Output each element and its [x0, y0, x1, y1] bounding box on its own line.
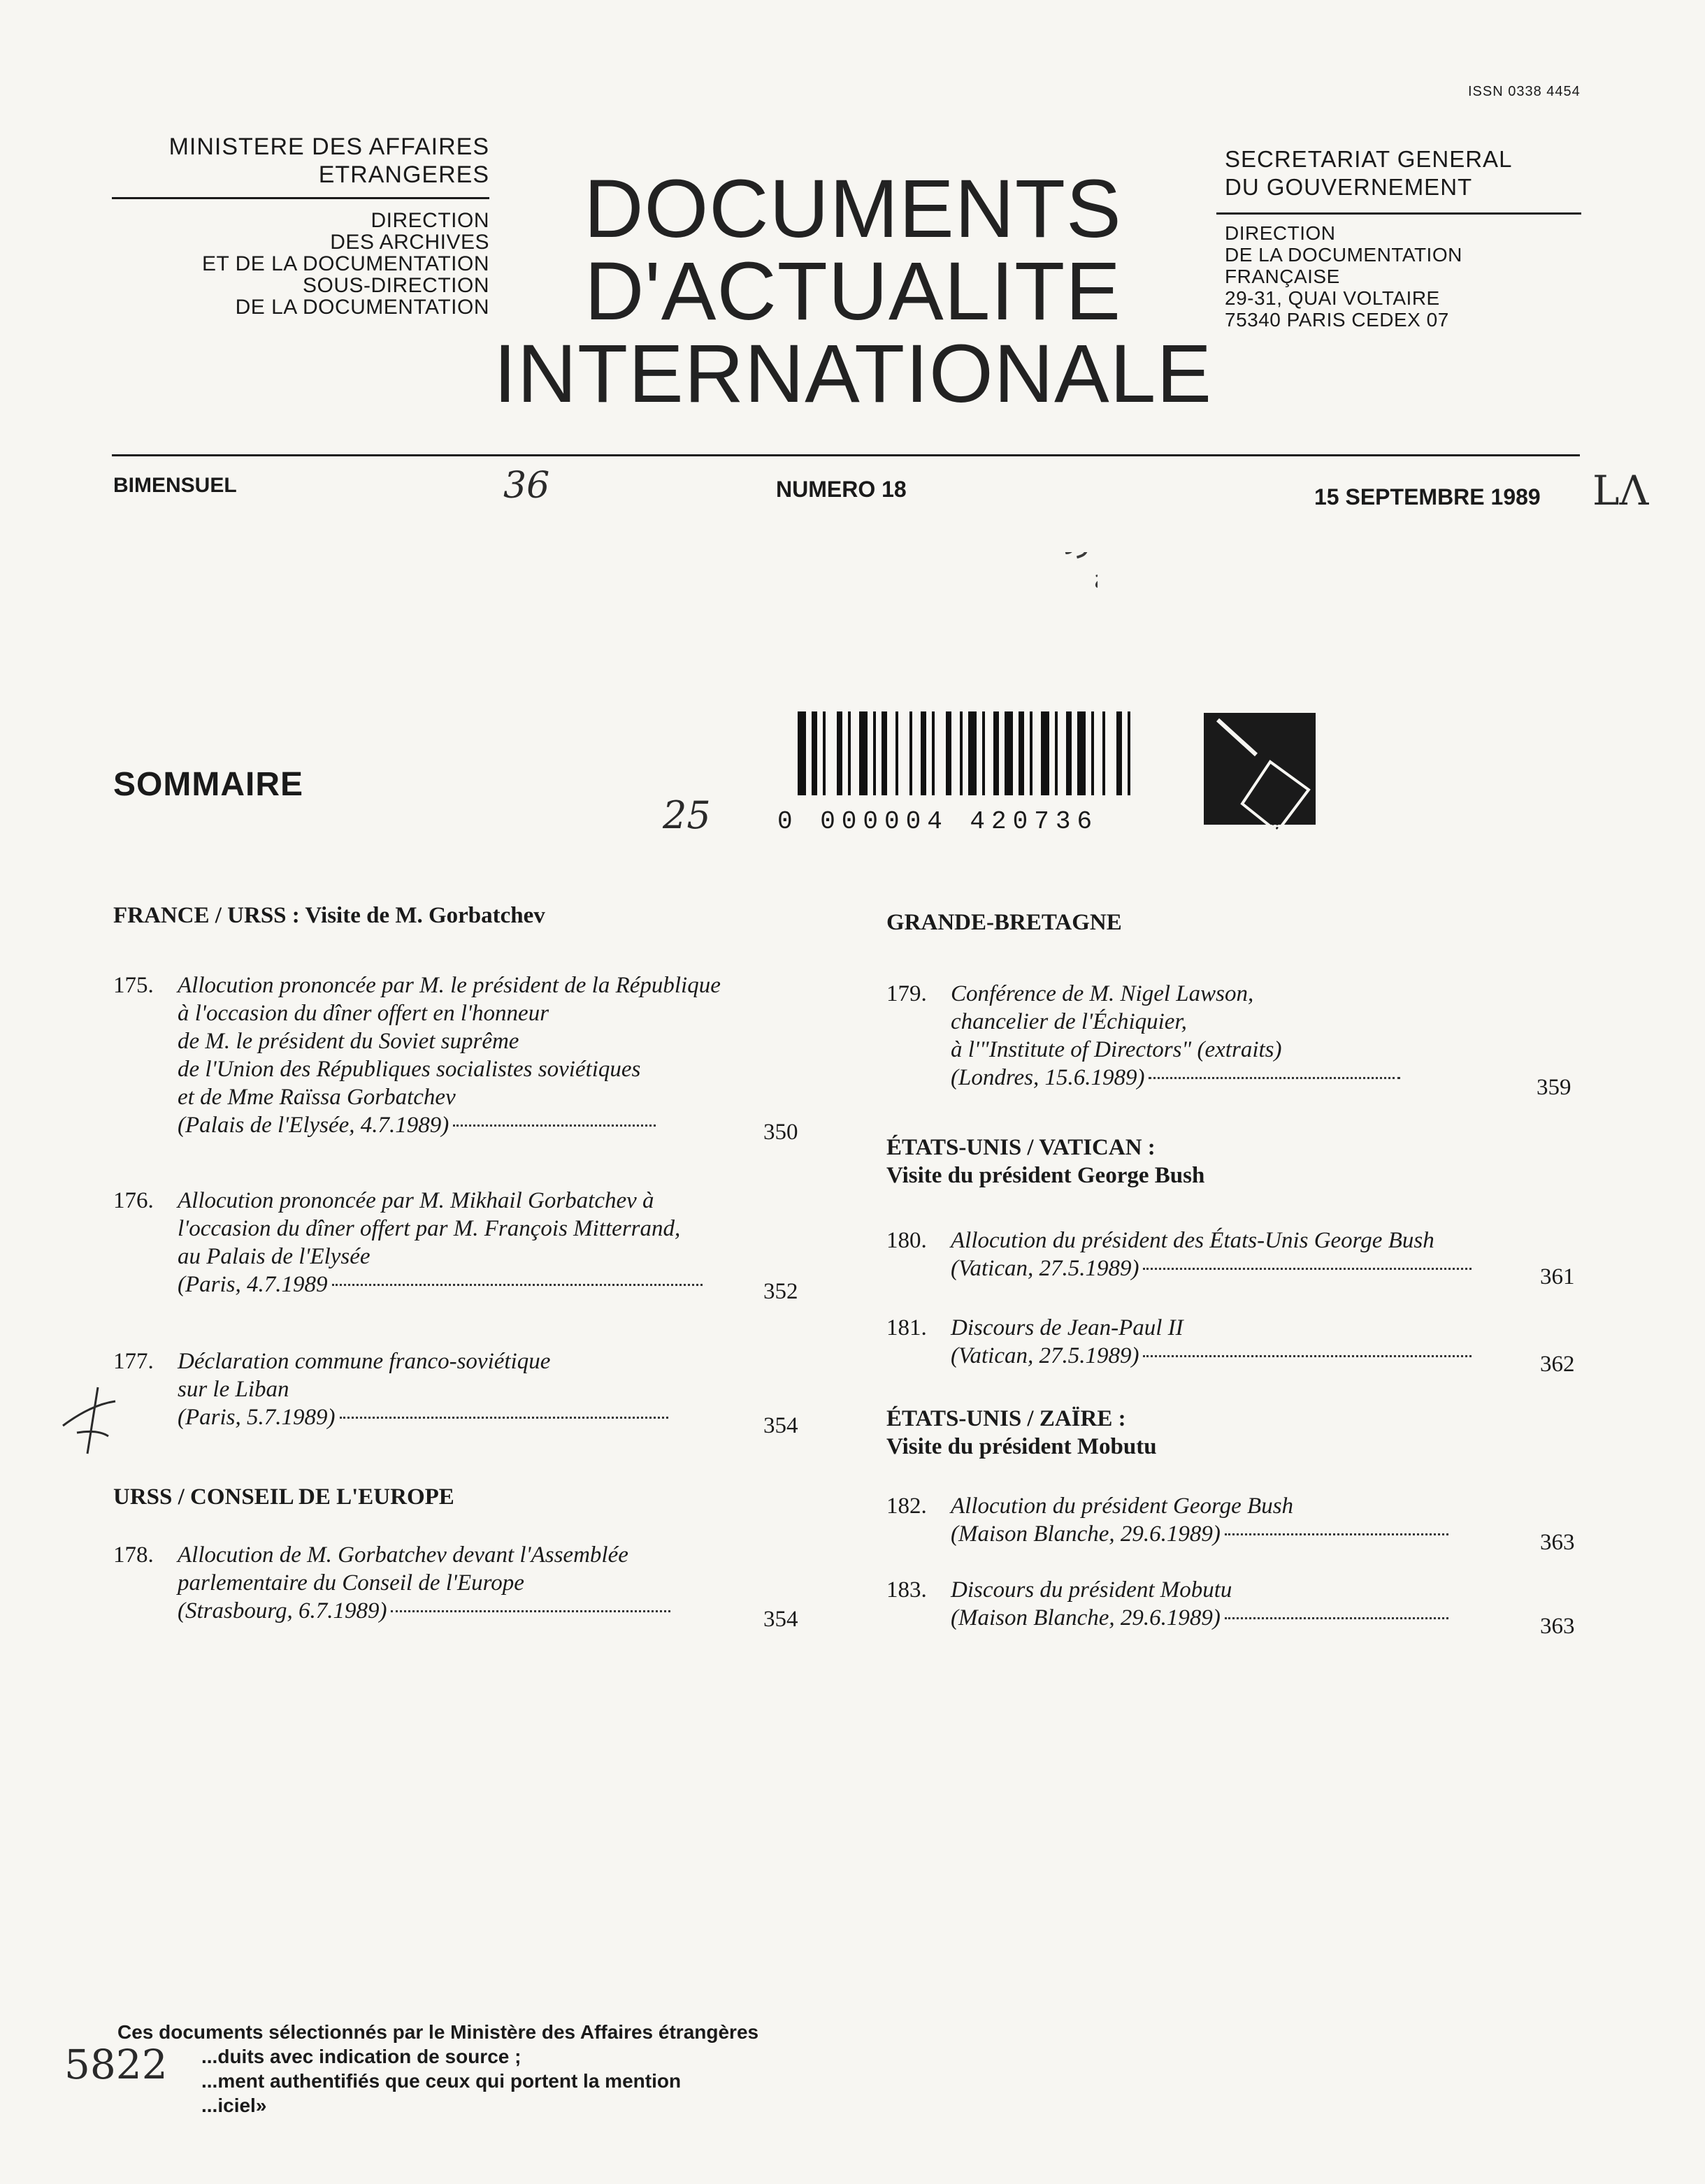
section-usa-zaire: ÉTATS-UNIS / ZAÏRE : Visite du président Mobutu — [886, 1406, 1157, 1459]
header-rule-right — [1216, 212, 1581, 215]
page-number: 352 — [763, 1279, 798, 1304]
barcode-bar — [882, 711, 887, 795]
barcode-bar — [960, 711, 963, 795]
toc-entry-182[interactable]: 182. Allocution du président George Bush (Maison Blanche, 29.6.1989) 363 — [886, 1494, 1575, 1555]
barcode-bar — [1055, 711, 1058, 795]
dot-leader — [391, 1610, 670, 1612]
barcode-bar — [1019, 711, 1024, 795]
ministry-name: MINISTERE DES AFFAIRES ETRANGERES — [168, 133, 489, 188]
barcode-bar — [946, 711, 951, 795]
institution-stamp — [664, 552, 1098, 709]
header-rule-left — [112, 197, 489, 199]
stamp-line-2: الإسلامية — [1088, 552, 1098, 598]
frequency-label: BIMENSUEL — [113, 474, 237, 497]
handwritten-mark — [49, 1384, 133, 1461]
page-number: 354 — [763, 1607, 798, 1632]
publication-title: DOCUMENTS D'ACTUALITE INTERNATIONALE — [493, 163, 1213, 420]
masthead-rule — [112, 454, 1580, 456]
secretariat-general: SECRETARIAT GENERAL DU GOUVERNEMENT — [1225, 146, 1513, 200]
page-number: 363 — [1540, 1530, 1575, 1555]
barcode-bars — [793, 711, 1192, 802]
documentation-logo — [1204, 713, 1323, 842]
barcode-bar — [968, 711, 977, 795]
section-urss-conseil: URSS / CONSEIL DE L'EUROPE — [113, 1484, 454, 1510]
handwritten-36: 36 — [503, 465, 550, 507]
barcode-bar — [993, 711, 999, 795]
barcode-bar — [1116, 711, 1122, 795]
barcode-bar — [859, 711, 868, 795]
barcode-bar — [1041, 711, 1049, 795]
dot-leader — [453, 1124, 656, 1127]
barcode-bar — [909, 711, 912, 795]
section-france-urss: FRANCE / URSS : Visite de M. Gorbatchev — [113, 903, 545, 928]
dot-leader — [1149, 1077, 1400, 1079]
section-grande-bretagne: GRANDE-BRETAGNE — [886, 910, 1122, 935]
stamp-line-1 — [1057, 552, 1098, 561]
dot-leader — [1143, 1355, 1472, 1357]
barcode-bar — [837, 711, 842, 795]
barcode-bar — [1005, 711, 1013, 795]
stamp-graphic — [664, 552, 1098, 706]
issn-number: ISSN 0338 4454 — [1468, 84, 1581, 99]
handwritten-25: 25 — [663, 793, 711, 837]
barcode-bar — [1091, 711, 1094, 795]
handwritten-initials: LΛ — [1592, 467, 1649, 514]
barcode-bar — [1102, 711, 1105, 795]
logo-graphic — [1204, 713, 1323, 839]
barcode-bar — [895, 711, 898, 795]
dot-leader — [1225, 1617, 1448, 1619]
toc-entry-176[interactable]: 176. Allocution prononcée par M. Mikhail Gorbatchev à l'occasion du dîner offert par M. François Mitterrand, au Palais de l'Elysée (Paris, 4.7.1989 352 — [113, 1188, 798, 1304]
page-number: 363 — [1540, 1614, 1575, 1639]
toc-entry-179[interactable]: 179. Conférence de M. Nigel Lawson, chancelier de l'Échiquier, à l'"Institute of Directors" (extraits) (Londres, 15.6.1989) 359 — [886, 981, 1571, 1100]
dot-leader — [1225, 1533, 1448, 1535]
barcode-bar — [921, 711, 926, 795]
handwritten-reference: 5822 — [64, 2041, 168, 2088]
page-number: 350 — [763, 1120, 798, 1145]
issue-date: 15 SEPTEMBRE 1989 — [1314, 484, 1541, 509]
toc-entry-181[interactable]: 181. Discours de Jean-Paul II (Vatican, 27.5.1989) 362 — [886, 1315, 1575, 1377]
issue-number: NUMERO 18 — [776, 477, 907, 502]
barcode-bar — [1128, 711, 1130, 795]
barcode-bar — [848, 711, 851, 795]
page-number: 359 — [1537, 1075, 1571, 1100]
direction-documentation: DIRECTION DE LA DOCUMENTATION FRANÇAISE 29-31, QUAI VOLTAIRE 75340 PARIS CEDEX 07 — [1225, 222, 1462, 331]
barcode-bar — [982, 711, 985, 795]
page-number: 362 — [1540, 1352, 1575, 1377]
dot-leader — [332, 1284, 703, 1286]
page-number: 361 — [1540, 1264, 1575, 1289]
toc-entry-183[interactable]: 183. Discours du président Mobutu (Maison Blanche, 29.6.1989) 363 — [886, 1577, 1575, 1639]
barcode-bar — [1030, 711, 1033, 795]
toc-entry-180[interactable]: 180. Allocution du président des États-Unis George Bush (Vatican, 27.5.1989) 361 — [886, 1228, 1575, 1289]
direction-archives: DIRECTION DES ARCHIVES ET DE LA DOCUMENTATION SOUS-DIRECTION DE LA DOCUMENTATION — [201, 209, 489, 319]
dot-leader — [1143, 1268, 1472, 1270]
barcode-bar — [798, 711, 806, 795]
toc-entry-178[interactable]: 178. Allocution de M. Gorbatchev devant l'Assemblée parlementaire du Conseil de l'Europe (Strasbourg, 6.7.1989) 354 — [113, 1542, 798, 1632]
page-number: 354 — [763, 1413, 798, 1438]
barcode-number: 0 000004 420736 — [777, 807, 1099, 836]
toc-entry-177[interactable]: 177. Déclaration commune franco-soviétique sur le Liban (Paris, 5.7.1989) 354 — [113, 1349, 798, 1438]
barcode-bar — [873, 711, 876, 795]
dot-leader — [340, 1417, 668, 1419]
footnote: Ces documents sélectionnés par le Ministère des Affaires étrangères ...duits avec indication de source ; ...ment authentifiés que ceux qui portent la mention ...iciel» — [117, 2021, 759, 2116]
barcode-bar — [812, 711, 817, 795]
barcode-bar — [1077, 711, 1086, 795]
section-usa-vatican: ÉTATS-UNIS / VATICAN : Visite du président George Bush — [886, 1135, 1205, 1188]
barcode — [793, 711, 1192, 806]
barcode-bar — [932, 711, 935, 795]
toc-entry-175[interactable]: 175. Allocution prononcée par M. le président de la République à l'occasion du dîner offert en l'honneur de M. le président du Soviet suprême de l'Union des Républiques socialistes soviétiques et de Mme Raïssa Gorbatchev (Palais de l'Elysée, 4.7.1989) 350 — [113, 973, 798, 1145]
barcode-bar — [1066, 711, 1072, 795]
sommaire-heading: SOMMAIRE — [113, 766, 303, 803]
barcode-bar — [823, 711, 826, 795]
